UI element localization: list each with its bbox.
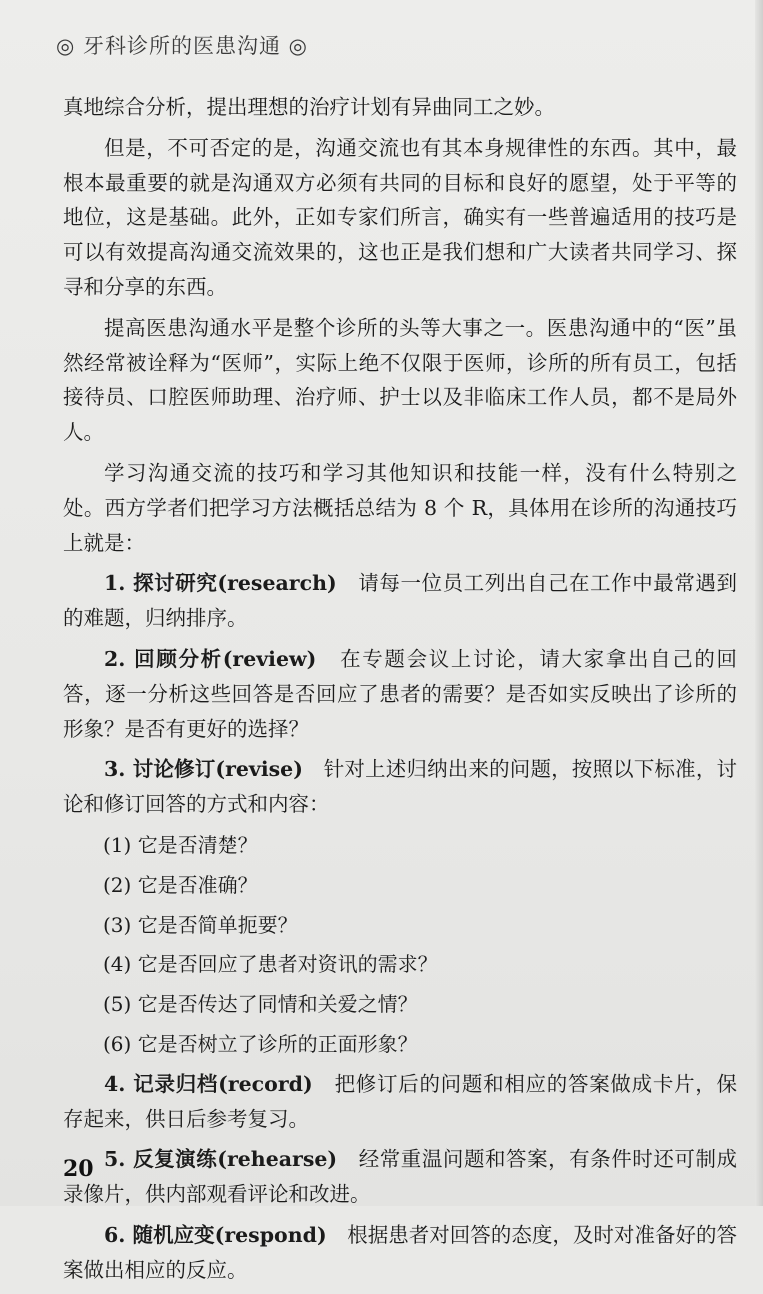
item-title: 4. 记录归档(record) [104, 1071, 313, 1096]
criterion: (1) 它是否清楚？ [103, 832, 258, 857]
item-title: 1. 探讨研究(research) [104, 571, 337, 596]
item-title: 5. 反复演练(rehearse) [104, 1147, 338, 1172]
item-text: 请每一位员工列出自己在工作中最常遇到的难题，归纳排序。 [63, 571, 738, 631]
page-edge-shadow [755, 0, 763, 1206]
page-number: 20 [63, 1156, 94, 1182]
item-text: 在专题会议上讨论，请大家拿出自己的回答，逐一分析这些回答是否回应了患者的需要？是否如实反映出了诊所的形象？是否有更好的选择？ [63, 646, 738, 741]
paragraph: 提高医患沟通水平是整个诊所的头等大事之一。医患沟通中的“医”虽然经常被诠释为“医师”，实际上绝不仅限于医师，诊所的所有员工，包括接待员、口腔医师助理、治疗师、护士以及非临床工作人员，都不是局外人。 [63, 315, 737, 445]
list-item-review [63, 642, 737, 746]
item-text: 根据患者对回答的态度，及时对准备好的答案做出相应的反应。 [63, 1222, 738, 1282]
list-item-rehearse [63, 1142, 737, 1212]
criterion: (4) 它是否回应了患者对资讯的需求？ [103, 952, 438, 977]
item-title: 6. 随机应变(respond) [104, 1222, 327, 1247]
body-text [63, 90, 737, 1294]
paragraph: 学习沟通交流的技巧和学习其他知识和技能一样，没有什么特别之处。西方学者们把学习方法概括总结为 8 个 R，具体用在诊所的沟通技巧上就是： [63, 460, 737, 555]
list-item-respond [63, 1218, 737, 1288]
item-text: 把修订后的问题和相应的答案做成卡片，保存起来，供日后参考复习。 [63, 1071, 737, 1131]
item-text: 针对上述归纳出来的问题，按照以下标准，讨论和修订回答的方式和内容： [63, 757, 737, 817]
criterion: (3) 它是否简单扼要？ [103, 912, 298, 937]
running-header: ◎ 牙科诊所的医患沟通 ◎ [56, 34, 308, 58]
item-text: 经常重温问题和答案，有条件时还可制成录像片，供内部观看评论和改进。 [63, 1147, 737, 1207]
list-item-research [63, 566, 737, 636]
paragraph: 但是，不可否定的是，沟通交流也有其本身规律性的东西。其中，最根本最重要的就是沟通双方必须有共同的目标和良好的愿望，处于平等的地位，这是基础。此外，正如专家们所言，确实有一些普遍适用的技巧是可以有效提高沟通交流效果的，这也正是我们想和广大读者共同学习、探寻和分享的东西。 [63, 135, 737, 299]
criterion: (5) 它是否传达了同情和关爱之情？ [103, 992, 418, 1017]
list-item-record [63, 1067, 737, 1137]
criterion: (6) 它是否树立了诊所的正面形象？ [103, 1031, 418, 1056]
item-title: 2. 回顾分析(review) [104, 646, 317, 671]
item-title: 3. 讨论修订(revise) [104, 757, 303, 782]
paragraph: 真地综合分析，提出理想的治疗计划有异曲同工之妙。 [63, 95, 555, 119]
criterion: (2) 它是否准确？ [103, 872, 258, 897]
list-item-revise [63, 752, 737, 822]
